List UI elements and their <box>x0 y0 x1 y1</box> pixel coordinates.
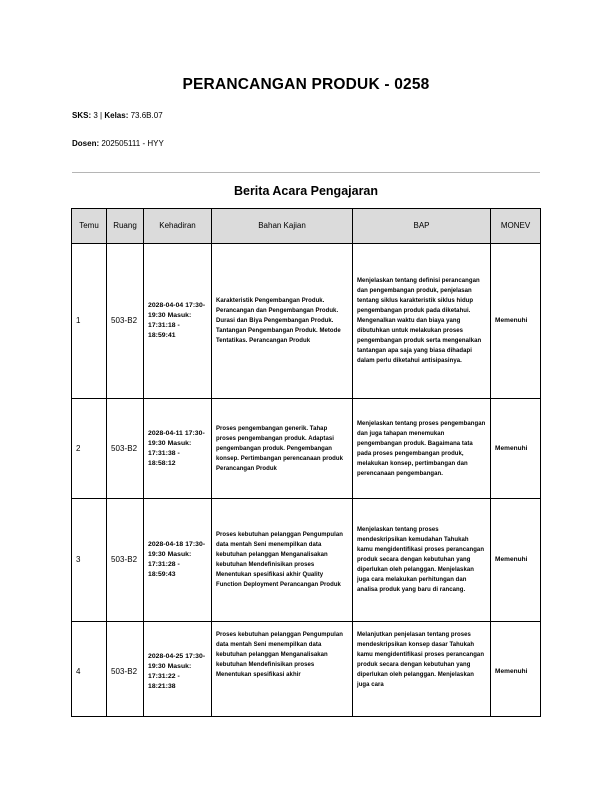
header-ruang: Ruang <box>107 209 144 244</box>
cell-kehadiran: 2028-04-18 17:30-19:30 Masuk: 17:31:28 - 18:59:43 <box>144 499 212 622</box>
table-header-row <box>72 209 541 244</box>
header-monev: MONEV <box>491 209 541 244</box>
header-bahan-kajian: Bahan Kajian <box>212 209 353 244</box>
cell-kehadiran: 2028-04-04 17:30-19:30 Masuk: 17:31:18 - 18:59:41 <box>144 244 212 399</box>
cell-bahan-kajian: Proses pengembangan generik. Tahap proses pengembangan produk. Adaptasi pengembangan produk. Pengembangan konsep. Pertimbangan perencanaan produk Perancangan Produk <box>212 399 353 499</box>
cell-kehadiran: 2028-04-25 17:30-19:30 Masuk: 17:31:22 - 18:21:38 <box>144 622 212 717</box>
cell-ruang: 503-B2 <box>107 622 144 717</box>
cell-bap: Melanjutkan penjelasan tentang proses mendeskripsikan konsep dasar Tahukah kamu mengidentifikasi proses perancangan produk secara dengan kebutuhan yang diperlukan oleh pelanggan. Menjelaskan juga cara <box>353 622 491 717</box>
cell-bahan-kajian: Proses kebutuhan pelanggan Pengumpulan data mentah Seni menempilkan data kebutuhan pelanggan Menganalisakan kebutuhan Mendefinisikan proses Menentukan spesifikasi akhir Quality Function Deployment Perancangan Produk <box>212 499 353 622</box>
cell-monev: Memenuhi <box>491 622 541 717</box>
dosen-label: Dosen: <box>72 139 100 148</box>
cell-monev: Memenuhi <box>491 399 541 499</box>
sks-value: 3 <box>93 111 98 120</box>
dosen-value: 202505111 - HYY <box>101 139 164 148</box>
header-kehadiran: Kehadiran <box>144 209 212 244</box>
cell-bap: Menjelaskan tentang proses mendeskripsikan kemudahan Tahukah kamu mengidentifikasi proses perancangan produk secara dengan kebutuhan yang diperlukan oleh pelanggan. Menjelaskan juga cara melakukan perhitungan dan analisa produk yang baru di rancang. <box>353 499 491 622</box>
course-meta: SKS: 3 | Kelas: 73.6B.07 <box>72 111 163 120</box>
table-row <box>72 622 541 717</box>
table-row <box>72 499 541 622</box>
cell-bap: Menjelaskan tentang definisi perancangan dan pengembangan produk, penjelasan tentang siklus karakteristik siklus hidup pengembangan produk pada diketahui. Mengenalkan waktu dan biaya yang dibutuhkan untuk melakukan proses pengembangan produk serta mengenalkan tantangan apa saja yang biasa dihadapi dalam perlu diketahui antisipasinya. <box>353 244 491 399</box>
cell-bahan-kajian: Karakteristik Pengembangan Produk. Perancangan dan Pengembangan Produk. Durasi dan Biya Pengembangan Produk. Tantangan Pengembangan Produk. Metode Tentatikas. Perancangan Produk <box>212 244 353 399</box>
cell-monev: Memenuhi <box>491 499 541 622</box>
cell-temu: 2 <box>72 399 107 499</box>
cell-temu: 1 <box>72 244 107 399</box>
kelas-value: 73.6B.07 <box>130 111 163 120</box>
cell-temu: 3 <box>72 499 107 622</box>
table-row <box>72 244 541 399</box>
cell-bap: Menjelaskan tentang proses pengembangan dan juga tahapan menemukan pengembangan produk. Bagaimana tata pada proses pengembangan produk, melakukan konsep, pertimbangan dan perencanaan pengembangan. <box>353 399 491 499</box>
kelas-label: Kelas: <box>104 111 129 120</box>
header-temu: Temu <box>72 209 107 244</box>
cell-ruang: 503-B2 <box>107 499 144 622</box>
teaching-report-table <box>71 208 541 717</box>
cell-ruang: 503-B2 <box>107 399 144 499</box>
cell-monev: Memenuhi <box>491 244 541 399</box>
divider <box>72 172 540 173</box>
cell-kehadiran: 2028-04-11 17:30-19:30 Masuk: 17:31:38 - 18:58:12 <box>144 399 212 499</box>
sks-label: SKS: <box>72 111 92 120</box>
cell-bahan-kajian: Proses kebutuhan pelanggan Pengumpulan data mentah Seni menempilkan data kebutuhan pelanggan Menganalisakan kebutuhan Mendefinisikan proses Menentukan spesifikasi akhir <box>212 622 353 717</box>
header-bap: BAP <box>353 209 491 244</box>
lecturer-meta <box>72 139 164 148</box>
document-title: PERANCANGAN PRODUK - 0258 <box>182 76 430 93</box>
cell-ruang: 503-B2 <box>107 244 144 399</box>
section-title: Berita Acara Pengajaran <box>233 184 379 198</box>
cell-temu: 4 <box>72 622 107 717</box>
table-row <box>72 399 541 499</box>
